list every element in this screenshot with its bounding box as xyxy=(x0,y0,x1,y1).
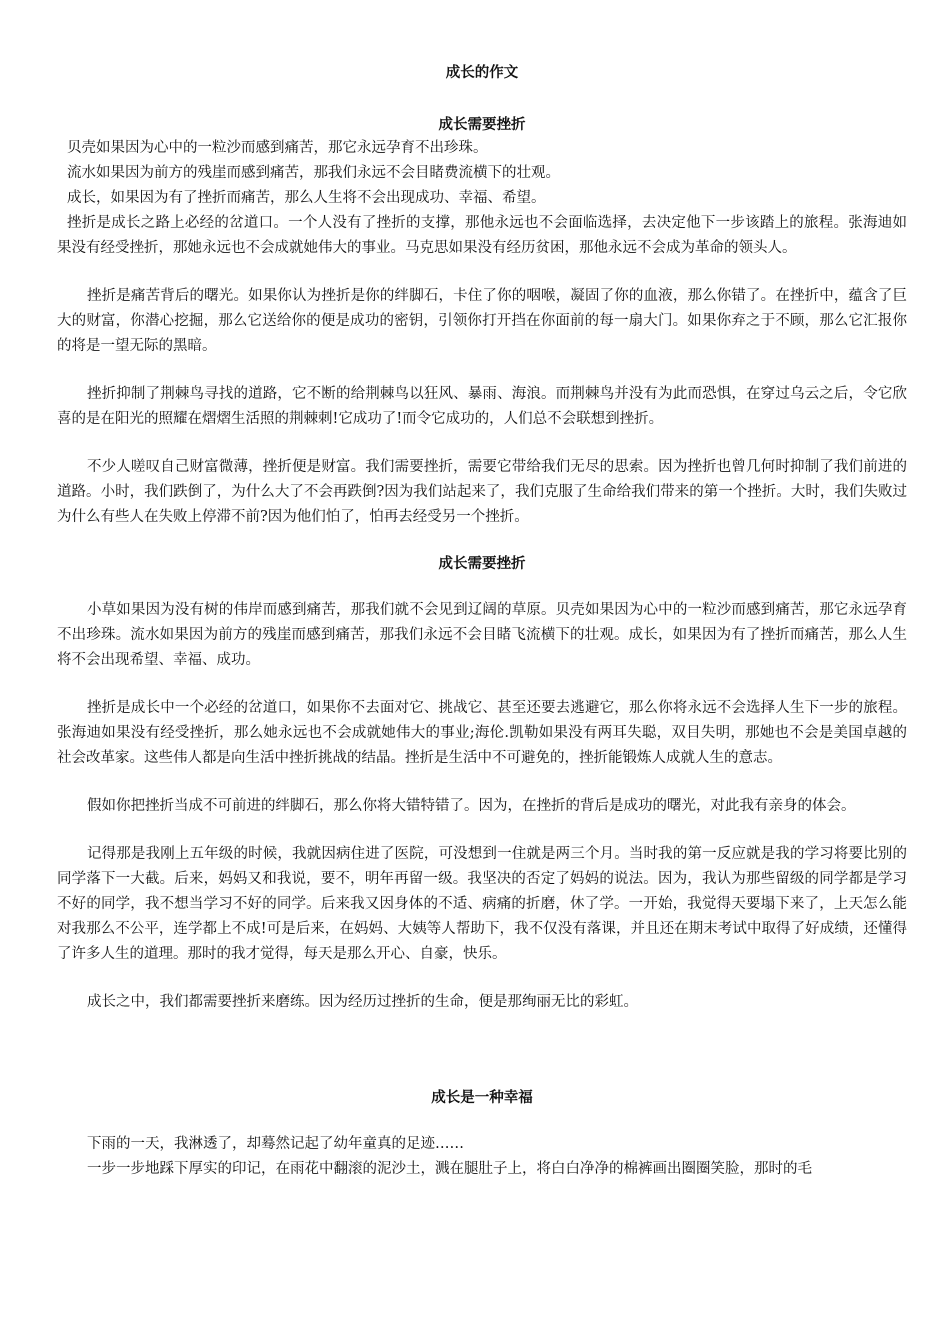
document-page xyxy=(57,62,907,1182)
section2-paragraph-4: 记得那是我刚上五年级的时候，我就因病住进了医院，可没想到一住就是两三个月。当时我的第一反应就是我的学习将要比别的同学落下一大截。后来，妈妈又和我说，要不，明年再留一级。我坚决的否定了妈妈的说法。因为，我认为那些留级的同学都是学习不好的同学，我不想当学习不好的同学。后来我又因身体的不适、病痛的折磨，休了学。一开始，我觉得天要塌下来了，上天怎么能对我那么不公平，连学都上不成!可是后来，在妈妈、大姨等人帮助下，我不仅没有落课，并且还在期末考试中取得了好成绩，还懂得了许多人生的道理。那时的我才觉得，每天是那么开心、自豪，快乐。 xyxy=(57,846,907,962)
section1-paragraph-3: 不少人嗟叹自己财富微薄，挫折便是财富。我们需要挫折，需要它带给我们无尽的思索。因为挫折也曾几何时抑制了我们前进的道路。小时，我们跌倒了，为什么大了不会再跌倒?因为我们站起来了，我们克服了生命给我们带来的第一个挫折。大时，我们失败过为什么有些人在失败上停滞不前?因为他们怕了，怕再去经受另一个挫折。 xyxy=(57,459,907,525)
section-heading-3: 成长是一种幸福 xyxy=(431,1090,533,1106)
section2-paragraph-1: 小草如果因为没有树的伟岸而感到痛苦，那我们就不会见到辽阔的草原。贝壳如果因为心中的一粒沙而感到痛苦，那它永远孕育不出珍珠。流水如果因为前方的残崖而感到痛苦，那我们永远不会目睹飞流横下的壮观。成长，如果因为有了挫折而痛苦，那么人生将不会出现希望、幸福、成功。 xyxy=(57,602,907,668)
section-heading-1: 成长需要挫折 xyxy=(438,117,526,133)
section3-line-1: 下雨的一天，我淋透了，却蓦然记起了幼年童真的足迹…… xyxy=(87,1136,464,1152)
section2-paragraph-2: 挫折是成长中一个必经的岔道口，如果你不去面对它、挑战它、甚至还要去逃避它，那么你将永远不会选择人生下一步的旅程。张海迪如果没有经受挫折，那么她永远也不会成就她伟大的事业;海伦.凯勒如果没有两耳失聪，双目失明，那她也不会是美国卓越的社会改革家。这些伟人都是向生活中挫折挑战的结晶。挫折是生活中不可避免的，挫折能锻炼人成就人生的意志。 xyxy=(57,700,907,766)
section2-paragraph-3: 假如你把挫折当成不可前进的绊脚石，那么你将大错特错了。因为，在挫折的背后是成功的曙光，对此我有亲身的体会。 xyxy=(87,798,856,814)
section-heading-2: 成长需要挫折 xyxy=(438,556,526,572)
section1-line-4: 挫折是成长之路上必经的岔道口。一个人没有了挫折的支撑，那他永远也不会面临选择，去决定他下一步该踏上的旅程。张海迪如果没有经受挫折，那她永远也不会成就她伟大的事业。马克思如果没有经历贫困，那他永远不会成为革命的领头人。 xyxy=(57,215,907,256)
section1-paragraph-1: 挫折是痛苦背后的曙光。如果你认为挫折是你的绊脚石，卡住了你的咽喉，凝固了你的血液，那么你错了。在挫折中，蕴含了巨大的财富，你潜心挖掘，那么它送给你的便是成功的密钥，引领你打开挡在你面前的每一扇大门。如果你弃之于不顾，那么它汇报你的将是一望无际的黑暗。 xyxy=(57,288,907,354)
section1-paragraph-2: 挫折抑制了荆棘鸟寻找的道路，它不断的给荆棘鸟以狂风、暴雨、海浪。而荆棘鸟并没有为此而恐惧，在穿过乌云之后，令它欣喜的是在阳光的照耀在熠熠生活照的荆棘刺!它成功了!而令它成功的，人们总不会联想到挫折。 xyxy=(57,386,907,427)
section1-line-2: 流水如果因为前方的残崖而感到痛苦，那我们永远不会目睹费流横下的壮观。 xyxy=(67,165,560,181)
section1-line-1: 贝壳如果因为心中的一粒沙而感到痛苦，那它永远孕育不出珍珠。 xyxy=(67,140,488,156)
section1-line-3: 成长，如果因为有了挫折而痛苦，那么人生将不会出现成功、幸福、希望。 xyxy=(67,190,546,206)
document-title: 成长的作文 xyxy=(445,65,519,81)
section3-line-2: 一步一步地踩下厚实的印记，在雨花中翻滚的泥沙土，溅在腿肚子上，将白白净净的棉裤画出圈圈笑脸，那时的毛 xyxy=(87,1161,812,1177)
section2-paragraph-5: 成长之中，我们都需要挫折来磨练。因为经历过挫折的生命，便是那绚丽无比的彩虹。 xyxy=(87,994,638,1010)
